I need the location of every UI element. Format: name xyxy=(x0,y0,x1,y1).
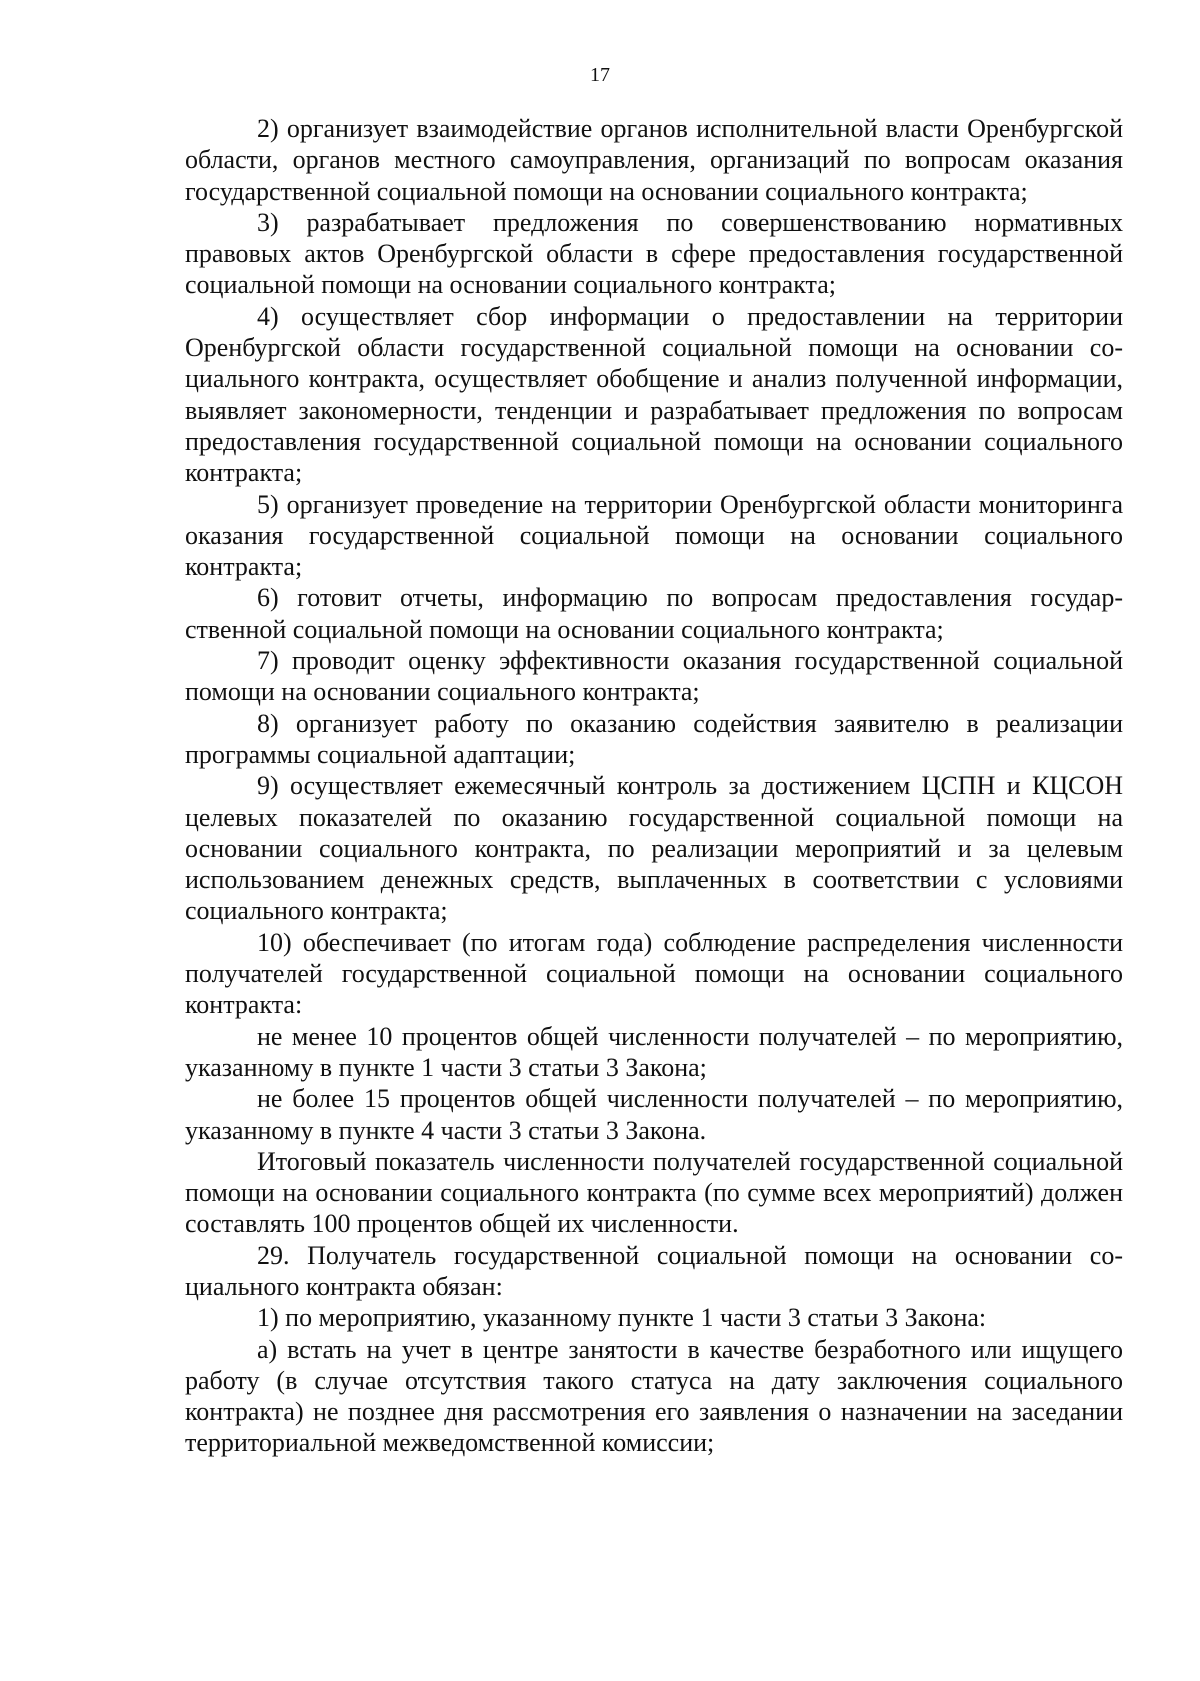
paragraph-item-3: 3) разрабатывает предложения по совершенствованию нормативных правовых актов Оренбургской области в сфере предоставления государственной социальной помощи на основании социального контракта; xyxy=(185,207,1123,300)
paragraph-item-4: 4) осуществляет сбор информации о предоставлении на территории Оренбургской области государственной социальной помощи на основании социального контракта, осуществляет обобщение и анализ полученной информации, выявляет закономерности, тенденции и разрабатывает предложения по вопросам предоставления государственной социальной помощи на основании социального контракта; xyxy=(185,301,1123,488)
paragraph-item-6: 6) готовит отчеты, информацию по вопросам предоставления государственной социальной помощи на основании социального контракта; xyxy=(185,583,1123,644)
paragraph-max-15-percent: не более 15 процентов общей численности получателей – по мероприятию, указанному в пункте 4 части 3 статьи 3 Закона. xyxy=(185,1084,1123,1145)
paragraph-total-indicator: Итоговый показатель численности получателей государственной социальной помощи на основании социального контракта (по сумме всех мероприятий) должен составлять 100 процентов общей их численности. xyxy=(185,1146,1123,1239)
paragraph-sub-1: 1) по мероприятию, указанному пункте 1 части 3 статьи 3 Закона: xyxy=(257,1303,987,1333)
paragraph-item-10: 10) обеспечивает (по итогам года) соблюдение распределения численности получателей государственной социальной помощи на основании социального контракта: xyxy=(185,927,1123,1020)
paragraph-item-5: 5) организует проведение на территории Оренбургской области мониторинга оказания государственной социальной помощи на основании социального контракта; xyxy=(185,489,1123,582)
paragraph-item-8: 8) организует работу по оказанию содействия заявителю в реализации программы социальной адаптации; xyxy=(185,708,1123,769)
paragraph-sub-a: а) встать на учет в центре занятости в качестве безработного или ищущего работу (в случае отсутствия такого статуса на дату заключения социального контракта) не позднее дня рассмотрения его заявления о назначении на заседании территориальной межведомственной комиссии; xyxy=(185,1334,1123,1458)
paragraph-clause-29: 29. Получатель государственной социальной помощи на основании социального контракта обязан: xyxy=(185,1240,1123,1301)
paragraph-item-9: 9) осуществляет ежемесячный контроль за достижением ЦСПН и КЦСОН целевых показателей по оказанию государственной социальной помощи на основании социального контракта, по реализации мероприятий и за целевым использованием денежных средств, выплаченных в соответствии с условиями социального контракта; xyxy=(185,771,1123,926)
paragraph-item-7: 7) проводит оценку эффективности оказания государственной социальной помощи на основании социального контракта; xyxy=(185,646,1123,707)
paragraph-min-10-percent: не менее 10 процентов общей численности получателей – по мероприятию, указанному в пункте 1 части 3 статьи 3 Закона; xyxy=(185,1021,1123,1082)
paragraph-item-2: 2) организует взаимодействие органов исполнительной власти Оренбургской области, органов местного самоуправления, организаций по вопросам оказания государственной социальной помощи на основании социального контракта; xyxy=(185,114,1123,206)
document-body xyxy=(185,113,1123,1459)
page-number: 17 xyxy=(590,64,610,86)
